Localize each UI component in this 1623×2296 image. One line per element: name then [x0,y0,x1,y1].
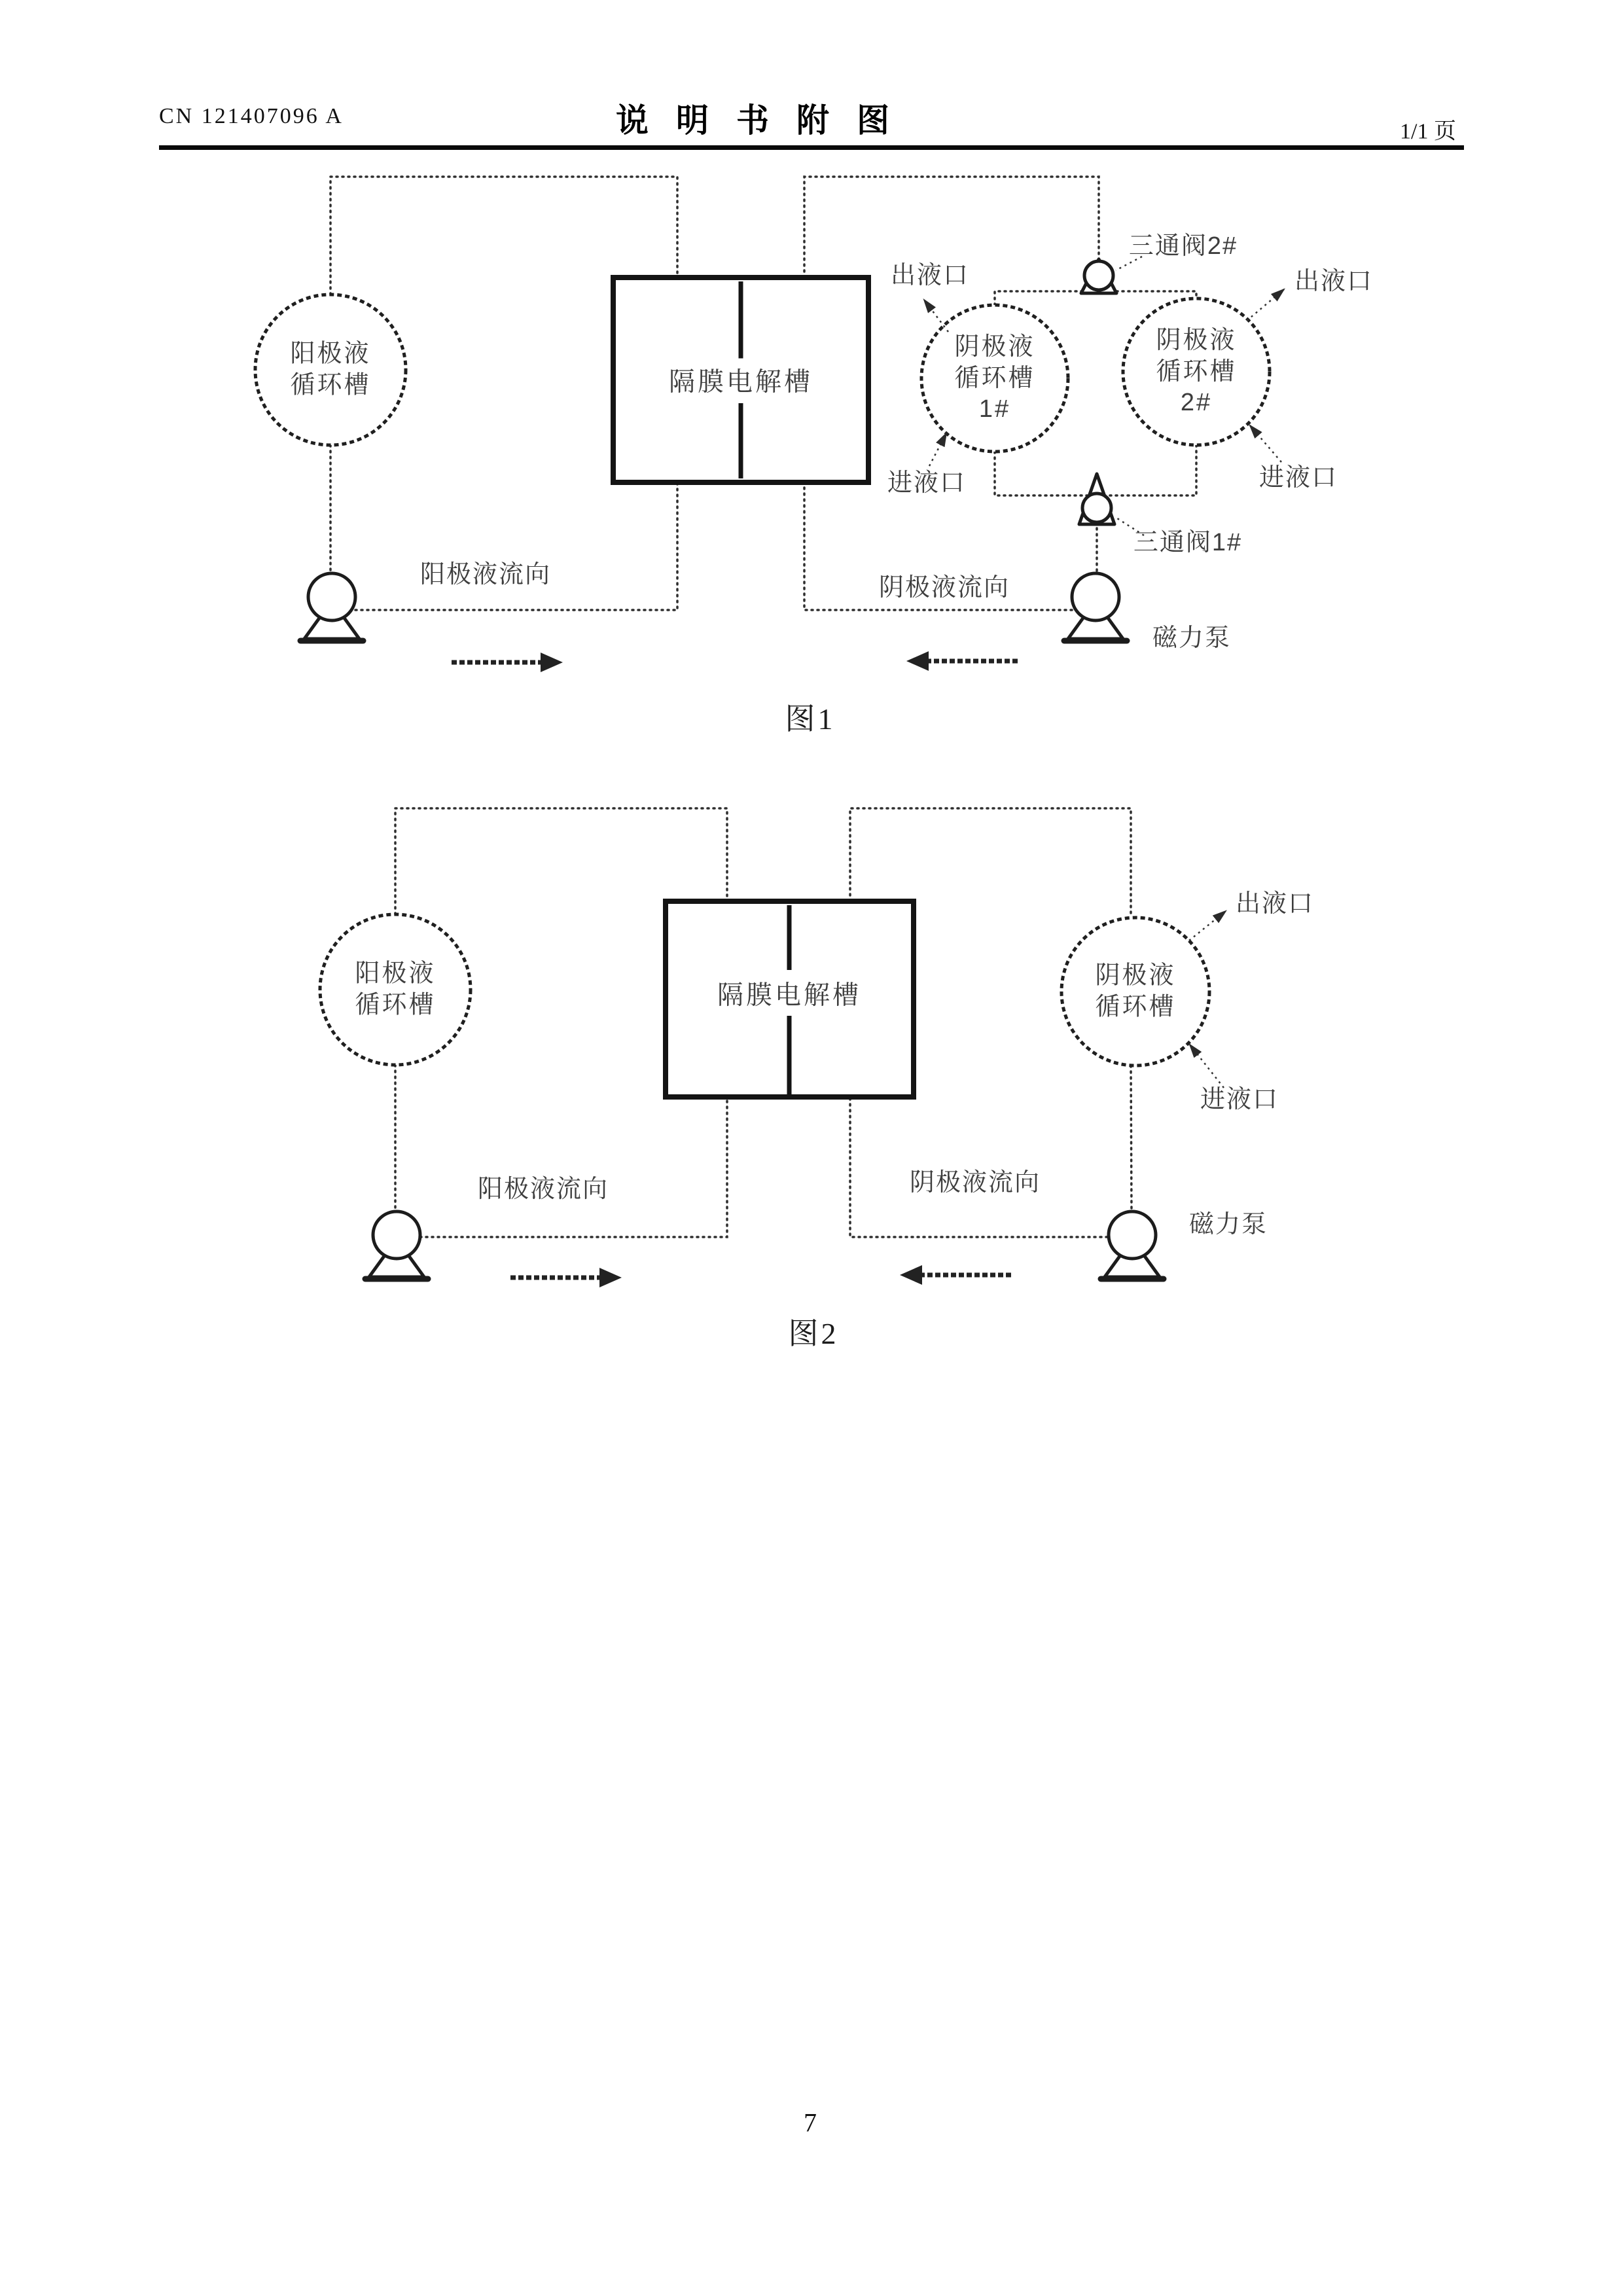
fig2-outlet-label: 出液口 [1235,890,1315,918]
fig1-cathode-tank1-line3: 1# [978,395,1011,423]
page-number: 7 [804,2108,817,2138]
fig2-inlet-label: 进液口 [1200,1086,1279,1113]
fig1-inlet-left-label: 进液口 [887,469,967,497]
fig2-anolyte-flow-label: 阳极液流向 [477,1175,609,1203]
page-title: 说明书附图 [616,102,917,139]
fig1-magnetic-pump-symbol [1064,573,1127,641]
fig2-inlet-leader [1190,1045,1224,1088]
fig1-three-way-valve-2-label: 三通阀2# [1128,232,1238,260]
fig1-inlet-right-label: 进液口 [1258,464,1338,492]
fig1-cell-label: 隔膜电解槽 [664,359,818,401]
fig2-anode-tank-label [355,959,435,1021]
fig1-outlet-left-label: 出液口 [890,262,970,289]
fig2-anolyte-pump-symbol [365,1211,428,1279]
fig1-cathode-tank2-label [1156,325,1236,419]
fig2-anode-tank-line2: 循环槽 [355,991,436,1018]
fig1-outlet-left-leader [924,300,948,332]
fig2-catholyte-flow-label: 阴极液流向 [909,1169,1041,1196]
fig1-outlet-right-leader [1247,289,1284,321]
fig1-anode-tank-line1: 阳极液 [290,340,371,368]
fig2-magnetic-pump-symbol [1101,1211,1164,1279]
fig1-catholyte-flow-label: 阴极液流向 [878,574,1010,601]
fig2-magnetic-pump-label: 磁力泵 [1188,1211,1268,1238]
fig1-cathode-tank1-line1: 阴极液 [954,332,1035,361]
fig1-outlet-right-label: 出液口 [1294,268,1374,295]
fig1-three-way-valve-1-label: 三通阀1# [1133,529,1243,556]
patent-number: CN 121407096 A [159,104,344,128]
fig2-anode-tank-line1: 阳极液 [355,960,436,988]
fig1-cathode-tank2-line3: 2# [1180,388,1213,416]
fig2-anolyte-flow-arrow [510,1268,622,1287]
figure2-diagram [320,808,1226,1287]
fig2-cathode-tank-line1: 阴极液 [1095,961,1176,990]
fig1-anolyte-flow-label: 阳极液流向 [419,561,552,588]
fig1-cathode-tank1-label [954,332,1035,425]
three-way-valve-1-symbol [1079,474,1115,524]
fig1-anode-tank-label [290,339,370,401]
fig1-inlet-right-leader [1250,425,1281,462]
three-way-valve-2-symbol [1081,259,1116,293]
fig2-outlet-leader [1189,911,1226,941]
page-indicator: 1/1 页 [1400,119,1456,144]
fig2-cell-label: 隔膜电解槽 [712,972,866,1014]
fig1-cathode-tank2-line1: 阴极液 [1156,326,1237,354]
fig1-magnetic-pump-label: 磁力泵 [1152,624,1232,652]
fig2-catholyte-flow-arrow [900,1265,1011,1285]
fig1-cathode-tank1-line2: 循环槽 [954,364,1035,392]
fig1-inlet-left-leader [929,433,946,466]
fig1-cathode-tank2-line2: 循环槽 [1156,357,1237,386]
fig1-anolyte-flow-arrow [452,653,563,672]
fig2-cathode-tank-label [1095,961,1175,1023]
fig1-anolyte-pump-symbol [300,573,363,641]
fig1-anode-tank-line2: 循环槽 [290,371,371,399]
fig2-cathode-tank-line2: 循环槽 [1095,993,1176,1020]
fig1-catholyte-flow-arrow [906,651,1018,671]
figure2-caption: 图2 [788,1317,839,1350]
figure1-caption: 图1 [785,702,836,736]
